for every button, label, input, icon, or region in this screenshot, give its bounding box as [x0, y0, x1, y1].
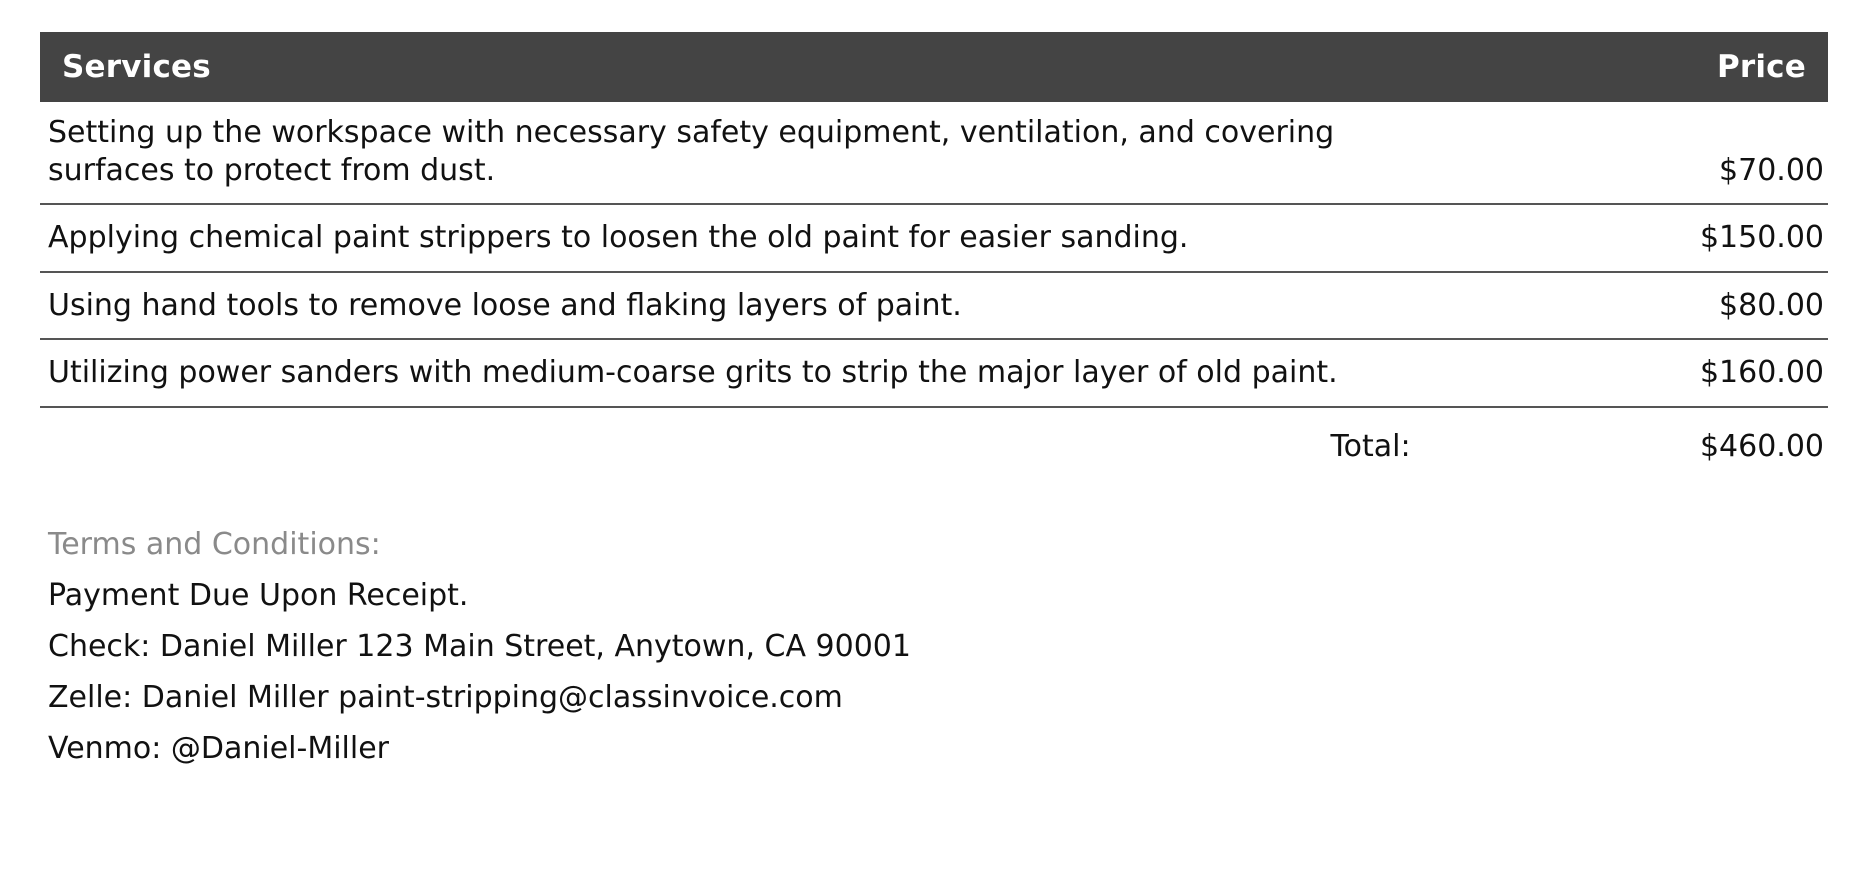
terms-line-check: Check: Daniel Miller 123 Main Street, Anytown, CA 90001 — [48, 629, 911, 664]
table-row — [40, 204, 1828, 272]
column-header-services: Services — [40, 32, 1435, 102]
terms-line-venmo: Venmo: @Daniel-Miller — [48, 731, 390, 766]
service-description: Applying chemical paint strippers to loosen the old paint for easier sanding. — [40, 204, 1435, 272]
service-price: $80.00 — [1435, 272, 1828, 340]
service-description: Utilizing power sanders with medium-coarse grits to strip the major layer of old paint. — [40, 339, 1435, 407]
table-row — [40, 272, 1828, 340]
total-row — [40, 407, 1828, 480]
table-body — [40, 102, 1828, 479]
total-label: Total: — [1330, 428, 1411, 464]
service-description: Setting up the workspace with necessary safety equipment, ventilation, and covering surfaces to protect from dust. — [40, 102, 1435, 204]
table-row — [40, 102, 1828, 204]
table-header-row — [40, 32, 1828, 102]
service-price: $150.00 — [1435, 204, 1828, 272]
services-table — [40, 32, 1828, 479]
terms-and-conditions-section — [40, 527, 1828, 768]
terms-title: Terms and Conditions: — [48, 527, 381, 562]
table-row — [40, 339, 1828, 407]
total-value: $460.00 — [1699, 428, 1824, 464]
terms-line-payment: Payment Due Upon Receipt. — [48, 578, 469, 613]
table-header — [40, 32, 1828, 102]
service-price: $70.00 — [1435, 102, 1828, 204]
column-header-price: Price — [1435, 32, 1828, 102]
service-description: Using hand tools to remove loose and flaking layers of paint. — [40, 272, 1435, 340]
service-price: $160.00 — [1435, 339, 1828, 407]
terms-line-zelle: Zelle: Daniel Miller paint-stripping@classinvoice.com — [48, 680, 843, 715]
